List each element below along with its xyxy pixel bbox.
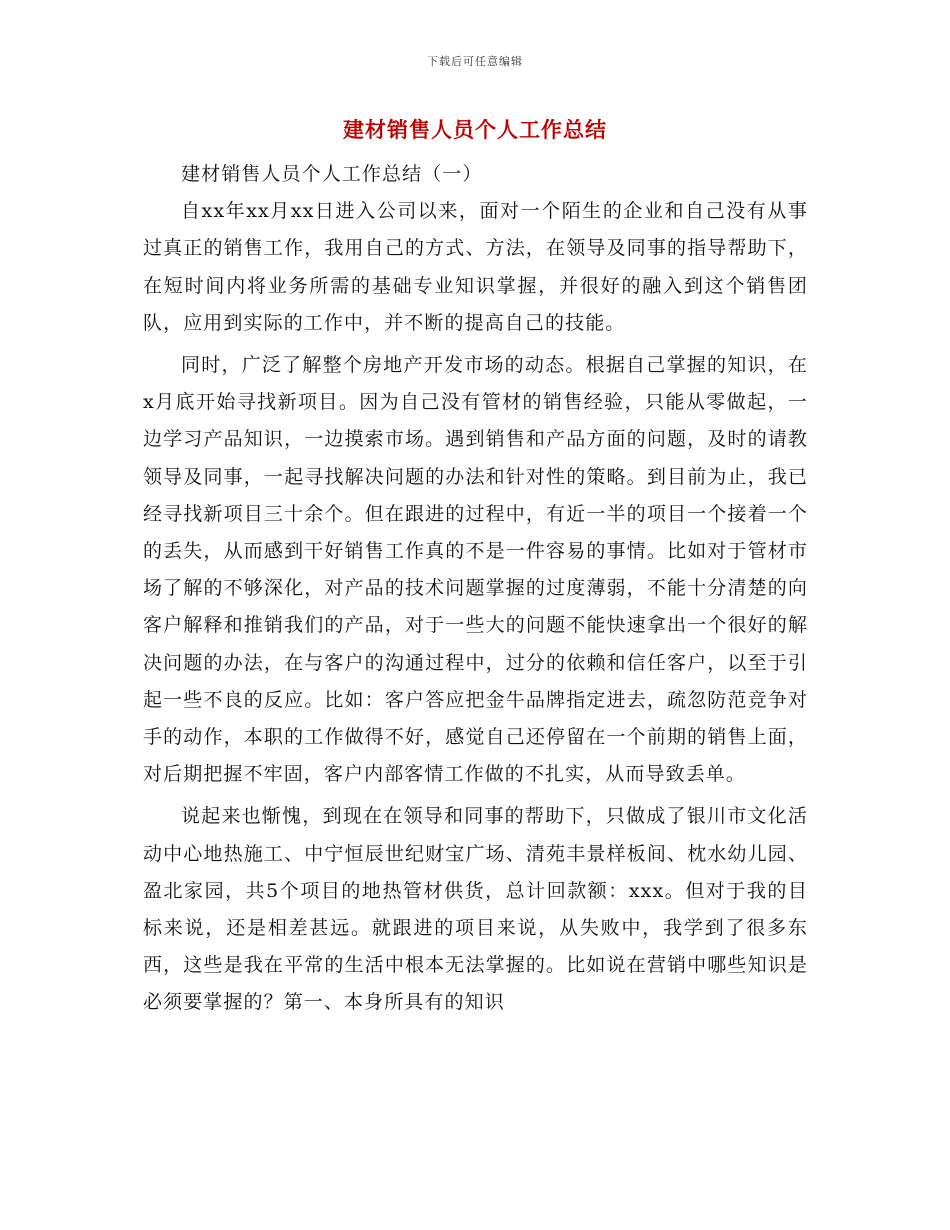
paragraph-2: 同时，广泛了解整个房地产开发市场的动态。根据自己掌握的知识，在x月底开始寻找新项目。因为自己没有管材的销售经验，只能从零做起，一边学习产品知识，一边摸索市场。遇到销售和产品方面的问题，及时的请教领导及同事，一起寻找解决问题的办法和针对性的策略。到目前为止，我已经寻找新项目三十余个。但在跟进的过程中，有近一半的项目一个接着一个的丢失，从而感到干好销售工作真的不是一件容易的事情。比如对于管材市场了解的不够深化，对产品的技术问题掌握的过度薄弱，不能十分清楚的向客户解释和推销我们的产品，对于一些大的问题不能快速拿出一个很好的解决问题的办法，在与客户的沟通过程中，过分的依赖和信任客户，以至于引起一些不良的反应。比如：客户答应把金牛品牌指定进去，疏忽防范竞争对手的动作，本职的工作做得不好，感觉自己还停留在一个前期的销售上面，对后期把握不牢固，客户内部客情工作做的不扎实，从而导致丢单。 bbox=[143, 354, 808, 786]
header-note: 下载后可任意编辑 bbox=[427, 55, 523, 68]
paragraph-3: 说起来也惭愧，到现在在领导和同事的帮助下，只做成了银川市文化活动中心地热施工、中宁恒辰世纪财宝广场、清苑丰景样板间、枕水幼儿园、盈北家园，共5个项目的地热管材供货，总计回款额：xxx。但对于我的目标来说，还是相差甚远。就跟进的项目来说，从失败中，我学到了很多东西，这些是我在平常的生活中根本无法掌握的。比如说在营销中哪些知识是必须要掌握的？第一、本身所具有的知识 bbox=[143, 805, 808, 1014]
paragraph-1: 自xx年xx月xx日进入公司以来，面对一个陌生的企业和自己没有从事过真正的销售工作，我用自己的方式、方法，在领导及同事的指导帮助下，在短时间内将业务所需的基础专业知识掌握，并很好的融入到这个销售团队，应用到实际的工作中，并不断的提高自己的技能。 bbox=[143, 200, 808, 334]
document-body bbox=[143, 156, 808, 1027]
document-subtitle: 建材销售人员个人工作总结（一） bbox=[181, 163, 483, 185]
document-title: 建材销售人员个人工作总结 bbox=[343, 118, 607, 142]
